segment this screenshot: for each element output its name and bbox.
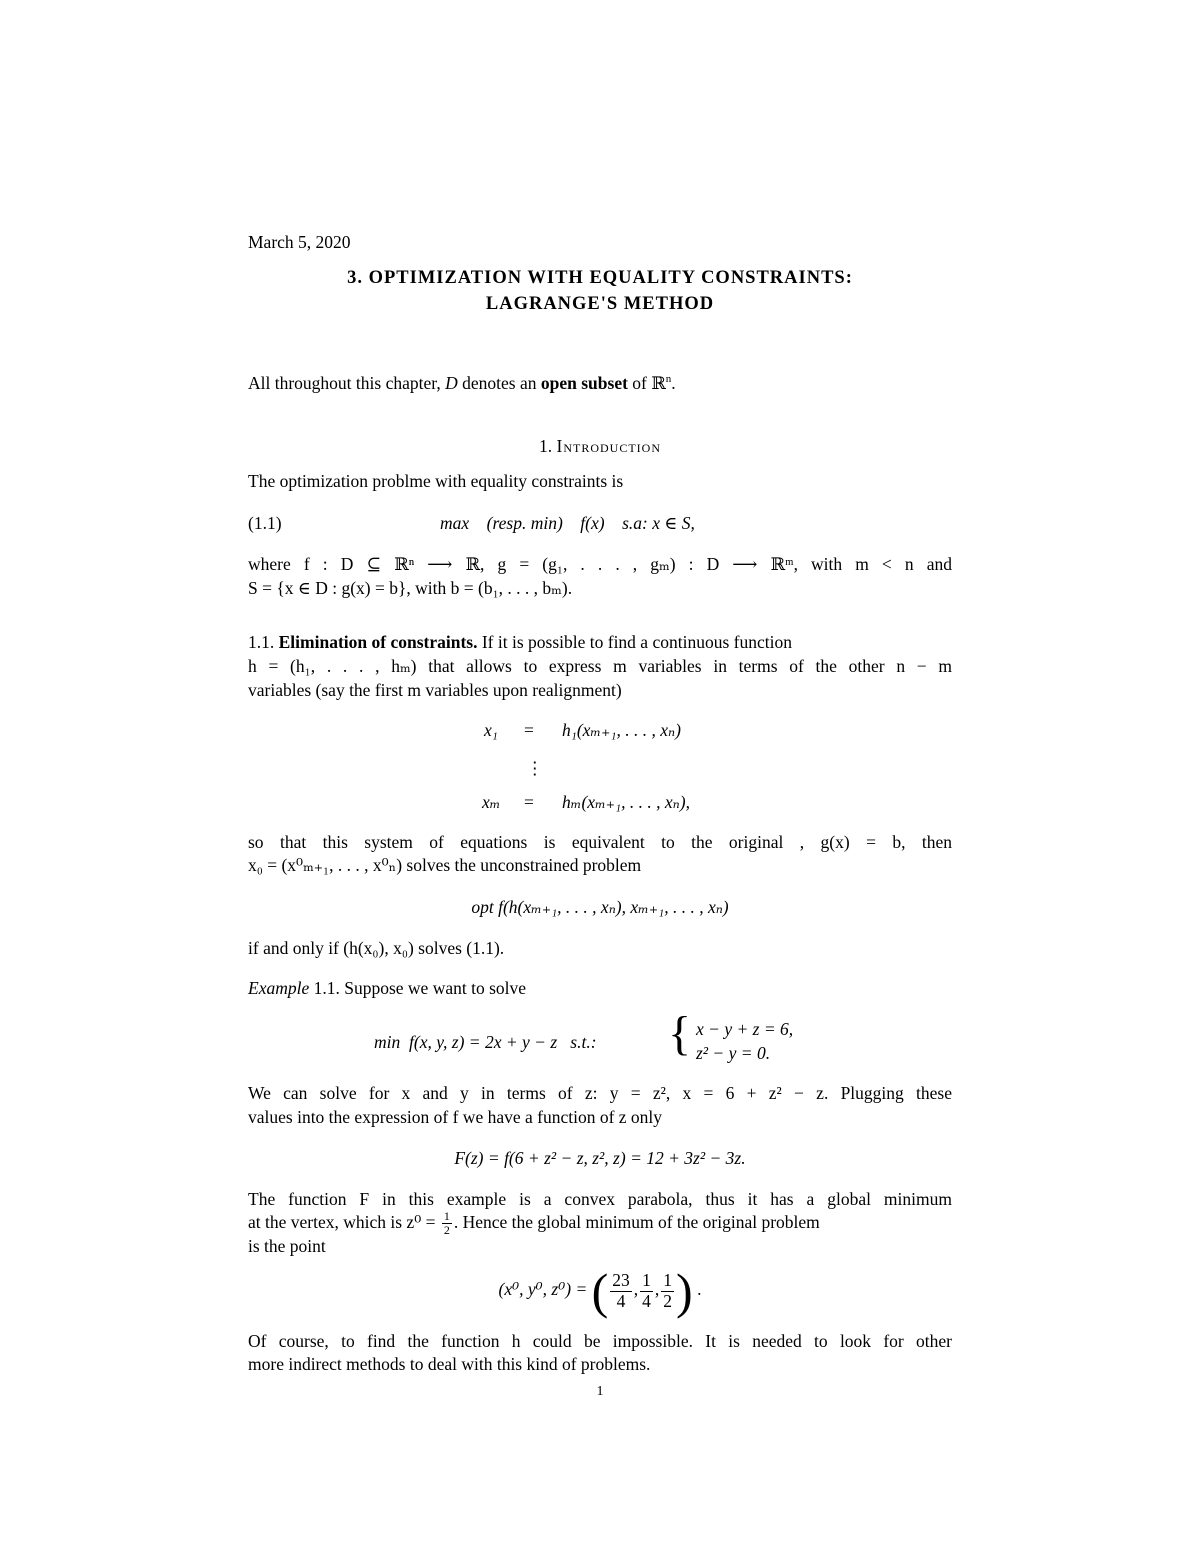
intro-line: All throughout this chapter, D denotes an open subset of ℝ$^n$. <box>248 372 676 393</box>
equation-1-1: max (resp. min) f(x) s.a: x ∈ S, <box>440 513 695 533</box>
constraint-brace: { <box>668 1007 692 1060</box>
opt-equation: opt f(h(xₘ₊₁, . . . , xₙ), xₘ₊₁, . . . , xₙ) <box>471 897 729 917</box>
equation-label-1-1: (1.1) <box>248 513 282 533</box>
system-row-1-right: h₁(xₘ₊₁, . . . , xₙ) <box>562 720 681 740</box>
system-row-2-equals: = <box>524 792 534 812</box>
system-row-2-left: xₘ <box>482 792 501 812</box>
course-line-2: more indirect methods to deal with this kind of problems. <box>248 1354 651 1374</box>
where-line-2: S = {x ∈ D : g(x) = b}, with b = (b₁, . . . , bₘ). <box>248 578 573 598</box>
system-row-1-equals: = <box>524 720 534 740</box>
function-line-1: The function F in this example is a convex parabola, thus it has a global minimum <box>248 1189 952 1209</box>
course-line-1: Of course, to find the function h could be impossible. It is needed to look for other <box>248 1331 952 1351</box>
example-1-1: Example 1.1. Suppose we want to solve <box>248 978 527 998</box>
iff-line: if and only if (h(x₀), x₀) solves (1.1). <box>248 938 505 958</box>
open-subset-term: open subset <box>540 372 628 393</box>
elimination-line-2: h = (h₁, . . . , hₘ) that allows to express m variables in terms of the other n − m <box>248 656 952 676</box>
date: March 5, 2020 <box>248 232 351 252</box>
where-line-1: where f : D ⊆ ℝⁿ ⟶ ℝ, g = (g₁, . . . , gₘ) : D ⟶ ℝᵐ, with m < n and <box>248 554 952 574</box>
function-line-3: is the point <box>248 1236 326 1256</box>
system-vdots: ⋮ <box>526 758 544 778</box>
solve-line-2: values into the expression of f we have a function of z only <box>248 1107 663 1127</box>
elimination-line-3: variables (say the first m variables upon realignment) <box>248 680 622 700</box>
min-equation: min f(x, y, z) = 2x + y − z s.t.: <box>374 1032 597 1052</box>
solve-line-1: We can solve for x and y in terms of z: y = z², x = 6 + z² − z. Plugging these <box>248 1083 952 1103</box>
so-line-1: so that this system of equations is equivalent to the original , g(x) = b, then <box>248 832 952 852</box>
example-label: Example <box>248 978 310 998</box>
F-equation: F(z) = f(6 + z² − z, z², z) = 12 + 3z² − 3z. <box>454 1148 746 1168</box>
subsection-elimination: 1.1. Elimination of constraints. If it is possible to find a continuous function <box>248 632 792 652</box>
title-line-1: 3. OPTIMIZATION WITH EQUALITY CONSTRAINTS: <box>347 268 853 288</box>
constraint-2: z² − y = 0. <box>696 1043 771 1063</box>
point-equation: (x⁰, y⁰, z⁰) = ( $\frac{23}{4}$ , $\frac{1}{4}$ , $\frac{1}{2}$ ) . <box>498 1263 702 1319</box>
function-line-2: at the vertex, which is z⁰ = $\frac{1}{2}$ . Hence the global minimum of the original problem <box>248 1209 820 1238</box>
title-line-2: LAGRANGE'S METHOD <box>485 294 715 314</box>
fraction-23-4: $\frac{23}{4}$ <box>612 1270 630 1311</box>
fraction-one-half: $\frac{1}{2}$ <box>443 1209 450 1238</box>
page-number: 1 <box>596 1384 604 1399</box>
paragraph-problem-intro: The optimization problme with equality constraints is <box>248 471 624 491</box>
fraction-1-4: $\frac{1}{4}$ <box>642 1270 651 1311</box>
system-row-1-left: x₁ <box>484 720 498 740</box>
subsection-title: Elimination of constraints. <box>278 632 478 652</box>
constraint-1: x − y + z = 6, <box>696 1019 794 1039</box>
so-line-2: x₀ = (x⁰ₘ₊₁, . . . , x⁰ₙ) solves the unconstrained problem <box>248 855 642 875</box>
fraction-1-2: $\frac{1}{2}$ <box>663 1270 673 1311</box>
section-heading-introduction: 1. Introduction <box>539 436 661 456</box>
system-row-2-right: hₘ(xₘ₊₁, . . . , xₙ), <box>562 792 690 812</box>
